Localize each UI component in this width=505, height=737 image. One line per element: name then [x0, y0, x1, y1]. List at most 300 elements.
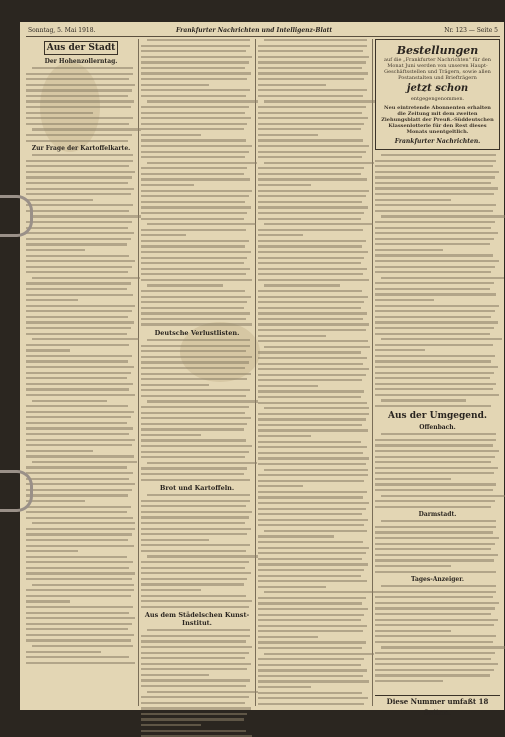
- text-line: [141, 95, 246, 97]
- text-line: [264, 39, 367, 41]
- text-line: [26, 500, 85, 502]
- text-line: [375, 271, 491, 273]
- text-line: [141, 674, 209, 676]
- text-line: [26, 89, 132, 91]
- text-line: [141, 251, 251, 253]
- text-line: [375, 288, 490, 290]
- text-line: [26, 388, 129, 390]
- text-line: [147, 339, 250, 341]
- text-line: [258, 151, 366, 153]
- text-line: [26, 517, 133, 519]
- article-body: [141, 494, 253, 608]
- text-line: [147, 555, 258, 557]
- text-line: [141, 301, 247, 303]
- article-heading: Darmstadt.: [418, 511, 457, 519]
- text-line: [141, 312, 250, 314]
- text-line: [141, 145, 252, 147]
- text-line: [141, 685, 246, 687]
- text-line: [258, 351, 361, 353]
- text-line: [26, 578, 132, 580]
- text-line: [258, 89, 367, 91]
- text-line: [375, 613, 491, 615]
- text-line: [375, 548, 491, 550]
- text-line: [258, 245, 362, 247]
- text-line: [26, 84, 135, 86]
- text-line: [375, 669, 494, 671]
- text-line: [375, 444, 493, 446]
- text-line: [375, 619, 498, 621]
- text-line: [141, 702, 245, 704]
- text-line: [26, 78, 129, 80]
- ad-text: Neu eintretende Abonnenten erhalten die Zeitung mit dem zweiten Ziehungsblatt der Preuß.-Süddeutschen Klassenlotterie für den Rest dieses Monats unentgeltlich.: [381, 105, 494, 135]
- text-line: [258, 552, 366, 554]
- text-line: [26, 271, 128, 273]
- text-line: [26, 567, 129, 569]
- text-line: [258, 463, 366, 465]
- text-line: [381, 495, 505, 497]
- text-line: [258, 692, 362, 694]
- text-line: [26, 405, 128, 407]
- text-line: [26, 394, 135, 396]
- text-line: [141, 195, 249, 197]
- column-rule: [372, 39, 373, 706]
- text-line: [258, 128, 361, 130]
- article-heading: Aus dem Städelschen Kunst-Institut.: [144, 611, 250, 628]
- text-line: [375, 450, 499, 452]
- text-line: [375, 349, 425, 351]
- text-line: [26, 623, 132, 625]
- text-line: [375, 210, 493, 212]
- text-line: [26, 550, 78, 552]
- text-line: [141, 696, 249, 698]
- text-line: [258, 541, 363, 543]
- text-line: [141, 67, 245, 69]
- text-line: [26, 349, 70, 351]
- text-line: [147, 162, 257, 164]
- text-line: [141, 106, 249, 108]
- text-line: [26, 310, 132, 312]
- text-line: [258, 630, 363, 632]
- text-line: [141, 257, 247, 259]
- text-line: [141, 657, 245, 659]
- text-line: [26, 134, 132, 136]
- text-line: [258, 318, 363, 320]
- text-line: [375, 526, 496, 528]
- text-line: [375, 310, 495, 312]
- text-line: [26, 450, 93, 452]
- text-line: [258, 178, 367, 180]
- text-line: [375, 321, 498, 323]
- text-line: [258, 363, 363, 365]
- article-body: [26, 67, 136, 142]
- text-line: [141, 646, 252, 648]
- text-line: [141, 167, 247, 169]
- text-line: [258, 251, 368, 253]
- text-line: [141, 151, 249, 153]
- text-line: [141, 544, 250, 546]
- text-line: [258, 413, 369, 415]
- text-line: [375, 652, 495, 654]
- text-line: [258, 340, 368, 342]
- text-line: [141, 212, 247, 214]
- text-line: [26, 466, 127, 468]
- text-line: [26, 506, 131, 508]
- text-line: [141, 589, 201, 591]
- text-line: [375, 316, 491, 318]
- text-line: [258, 435, 311, 437]
- text-line: [26, 294, 133, 296]
- text-line: [141, 128, 244, 130]
- text-line: [147, 400, 258, 402]
- text-line: [258, 491, 367, 493]
- text-line: [141, 184, 194, 186]
- article-body: [258, 39, 370, 705]
- text-line: [26, 232, 134, 234]
- text-line: [375, 187, 498, 189]
- text-line: [26, 112, 93, 114]
- text-line: [258, 675, 363, 677]
- text-line: [258, 608, 368, 610]
- text-line: [258, 580, 367, 582]
- text-line: [258, 602, 362, 604]
- text-line: [375, 472, 494, 474]
- column-2: [141, 39, 253, 706]
- text-line: [141, 500, 250, 502]
- text-line: [264, 469, 368, 471]
- text-line: [141, 412, 245, 414]
- article-heading: Offenbach.: [419, 424, 456, 432]
- text-line: [258, 418, 366, 420]
- text-line: [26, 299, 78, 301]
- text-line: [26, 422, 127, 424]
- text-line: [258, 56, 369, 58]
- text-line: [375, 571, 496, 573]
- text-line: [258, 485, 303, 487]
- text-line: [141, 112, 245, 114]
- text-line: [26, 561, 133, 563]
- text-line: [258, 686, 311, 688]
- text-line: [141, 389, 250, 391]
- text-line: [141, 134, 201, 136]
- text-line: [258, 45, 367, 47]
- text-line: [258, 424, 362, 426]
- text-line: [141, 395, 246, 397]
- text-line: [381, 585, 496, 587]
- text-line: [26, 489, 132, 491]
- text-line: [375, 543, 495, 545]
- text-line: [141, 600, 252, 602]
- text-line: [258, 697, 368, 699]
- text-line: [26, 333, 127, 335]
- text-line: [141, 663, 251, 665]
- text-line: [258, 234, 303, 236]
- text-line: [375, 596, 493, 598]
- text-line: [264, 346, 370, 348]
- text-line: [258, 323, 369, 325]
- text-line: [147, 284, 223, 286]
- text-line: [141, 373, 251, 375]
- text-line: [141, 451, 249, 453]
- text-line: [26, 628, 128, 630]
- text-line: [258, 257, 364, 259]
- text-line: [26, 282, 131, 284]
- text-line: [26, 255, 129, 257]
- text-line: [375, 383, 496, 385]
- text-line: [258, 301, 364, 303]
- text-line: [258, 312, 367, 314]
- text-line: [26, 305, 135, 307]
- text-line: [375, 238, 494, 240]
- text-line: [141, 456, 245, 458]
- text-line: [375, 680, 443, 682]
- text-line: [258, 597, 366, 599]
- text-line: [141, 178, 250, 180]
- text-line: [264, 530, 367, 532]
- text-line: [141, 50, 246, 52]
- text-line: [141, 268, 250, 270]
- text-line: [258, 201, 362, 203]
- text-line: [141, 428, 244, 430]
- header-date: Sonntag, 5. Mai 1918.: [28, 27, 96, 34]
- text-line: [141, 561, 249, 563]
- text-line: [26, 204, 133, 206]
- text-line: [258, 641, 366, 643]
- text-line: [141, 318, 246, 320]
- text-line: [375, 658, 491, 660]
- text-line: [141, 61, 249, 63]
- text-line: [141, 262, 244, 264]
- page-footer-note: Diese Nummer umfaßt 18 Seiten.: [375, 695, 500, 707]
- text-line: [141, 117, 251, 119]
- text-line: [26, 193, 131, 195]
- text-line: [375, 160, 496, 162]
- text-line: [375, 299, 434, 301]
- text-line: [141, 713, 247, 715]
- article-heading: Brot und Kartoffeln.: [159, 484, 235, 493]
- text-line: [381, 154, 496, 156]
- text-line: [26, 160, 133, 162]
- text-line: [141, 84, 209, 86]
- text-line: [141, 356, 252, 358]
- binder-ring: [0, 470, 33, 512]
- text-line: [26, 266, 132, 268]
- text-line: [375, 260, 499, 262]
- text-line: [141, 505, 246, 507]
- text-line: [258, 368, 369, 370]
- column-rule: [255, 39, 256, 706]
- text-line: [141, 229, 246, 231]
- page-header: [26, 24, 500, 37]
- text-line: [258, 184, 311, 186]
- text-line: [258, 61, 366, 63]
- article-body: [375, 433, 500, 508]
- column-3: [258, 39, 370, 706]
- text-line: [141, 595, 246, 597]
- text-line: [258, 229, 363, 231]
- text-line: [258, 480, 364, 482]
- text-line: [375, 199, 451, 201]
- ad-signature: Frankfurter Nachrichten.: [394, 138, 481, 145]
- text-line: [258, 703, 364, 705]
- article-body: [375, 154, 500, 407]
- text-line: [147, 39, 250, 41]
- text-line: [258, 117, 368, 119]
- text-line: [258, 569, 364, 571]
- text-line: [264, 284, 340, 286]
- text-line: [375, 165, 493, 167]
- text-line: [258, 134, 318, 136]
- text-line: [141, 550, 246, 552]
- text-line: [26, 533, 132, 535]
- text-line: [258, 625, 367, 627]
- text-line: [26, 612, 129, 614]
- text-line: [375, 674, 490, 676]
- text-line: [258, 106, 366, 108]
- text-line: [258, 457, 369, 459]
- text-line: [26, 221, 132, 223]
- text-line: [26, 243, 127, 245]
- text-line: [26, 199, 93, 201]
- text-line: [258, 558, 362, 560]
- text-line: [258, 335, 326, 337]
- text-line: [141, 434, 201, 436]
- text-line: [26, 182, 128, 184]
- text-line: [258, 262, 361, 264]
- text-line: [375, 243, 490, 245]
- article-heading: Der Hohenzollerntag.: [44, 58, 118, 65]
- text-line: [26, 656, 129, 658]
- article-body: [141, 629, 253, 737]
- text-line: [375, 388, 493, 390]
- text-line: [26, 344, 129, 346]
- text-line: [141, 528, 251, 530]
- text-line: [375, 624, 494, 626]
- text-line: [141, 190, 252, 192]
- text-line: [141, 156, 245, 158]
- article-body: [141, 39, 253, 326]
- text-line: [258, 95, 363, 97]
- text-line: [258, 50, 363, 52]
- text-line: [147, 100, 258, 102]
- text-line: [264, 591, 375, 593]
- text-line: [141, 724, 201, 726]
- text-line: [258, 429, 368, 431]
- text-line: [258, 84, 326, 86]
- text-line: [26, 327, 131, 329]
- text-line: [141, 45, 250, 47]
- text-line: [258, 524, 364, 526]
- text-line: [26, 288, 127, 290]
- text-line: [258, 167, 364, 169]
- text-line: [381, 520, 496, 522]
- text-line: [141, 578, 247, 580]
- text-line: [26, 634, 134, 636]
- text-line: [375, 176, 495, 178]
- text-line: [141, 406, 249, 408]
- text-line: [26, 600, 70, 602]
- text-line: [381, 646, 505, 648]
- text-line: [258, 502, 369, 504]
- text-line: [141, 56, 252, 58]
- text-line: [141, 511, 252, 513]
- text-line: [26, 617, 135, 619]
- text-line: [258, 385, 318, 387]
- text-line: [258, 496, 363, 498]
- text-line: [375, 467, 498, 469]
- ad-title: Bestellungen: [396, 44, 479, 57]
- text-line: [375, 333, 490, 335]
- text-line: [141, 323, 252, 325]
- text-line: [141, 640, 246, 642]
- text-line: [258, 296, 368, 298]
- text-line: [381, 215, 505, 217]
- text-line: [141, 296, 251, 298]
- text-line: [26, 383, 133, 385]
- text-line: [258, 139, 363, 141]
- text-line: [258, 614, 364, 616]
- text-line: [32, 400, 107, 402]
- text-line: [258, 563, 368, 565]
- text-line: [258, 402, 367, 404]
- text-line: [264, 162, 374, 164]
- text-line: [26, 176, 132, 178]
- text-line: [375, 366, 498, 368]
- text-line: [141, 218, 244, 220]
- text-line: [32, 128, 141, 130]
- text-line: [258, 173, 361, 175]
- text-line: [141, 173, 244, 175]
- text-line: [32, 154, 133, 156]
- text-line: [141, 417, 251, 419]
- text-line: [147, 494, 250, 496]
- text-line: [375, 355, 495, 357]
- text-line: [26, 439, 135, 441]
- text-line: [26, 639, 131, 641]
- text-line: [258, 513, 362, 515]
- text-line: [258, 374, 366, 376]
- text-line: [32, 67, 133, 69]
- text-line: [26, 556, 127, 558]
- text-line: [26, 171, 135, 173]
- article-heading: Deutsche Verlustlisten.: [154, 329, 240, 338]
- text-line: [258, 680, 369, 682]
- text-line: [375, 405, 491, 407]
- text-line: [258, 123, 364, 125]
- text-line: [375, 456, 495, 458]
- text-line: [258, 190, 369, 192]
- text-line: [32, 338, 139, 340]
- text-line: [375, 266, 495, 268]
- text-line: [141, 445, 252, 447]
- article-body: [375, 520, 500, 572]
- text-line: [375, 305, 499, 307]
- text-line: [141, 707, 251, 709]
- text-line: [258, 307, 361, 309]
- text-line: [141, 78, 247, 80]
- text-line: [141, 234, 186, 236]
- text-line: [258, 240, 366, 242]
- text-line: [375, 360, 491, 362]
- text-line: [141, 606, 249, 608]
- text-line: [264, 100, 375, 102]
- text-line: [32, 645, 133, 647]
- text-line: [26, 494, 128, 496]
- text-line: [141, 439, 246, 441]
- text-line: [258, 658, 364, 660]
- text-line: [26, 100, 134, 102]
- text-line: [141, 72, 251, 74]
- text-line: [258, 156, 362, 158]
